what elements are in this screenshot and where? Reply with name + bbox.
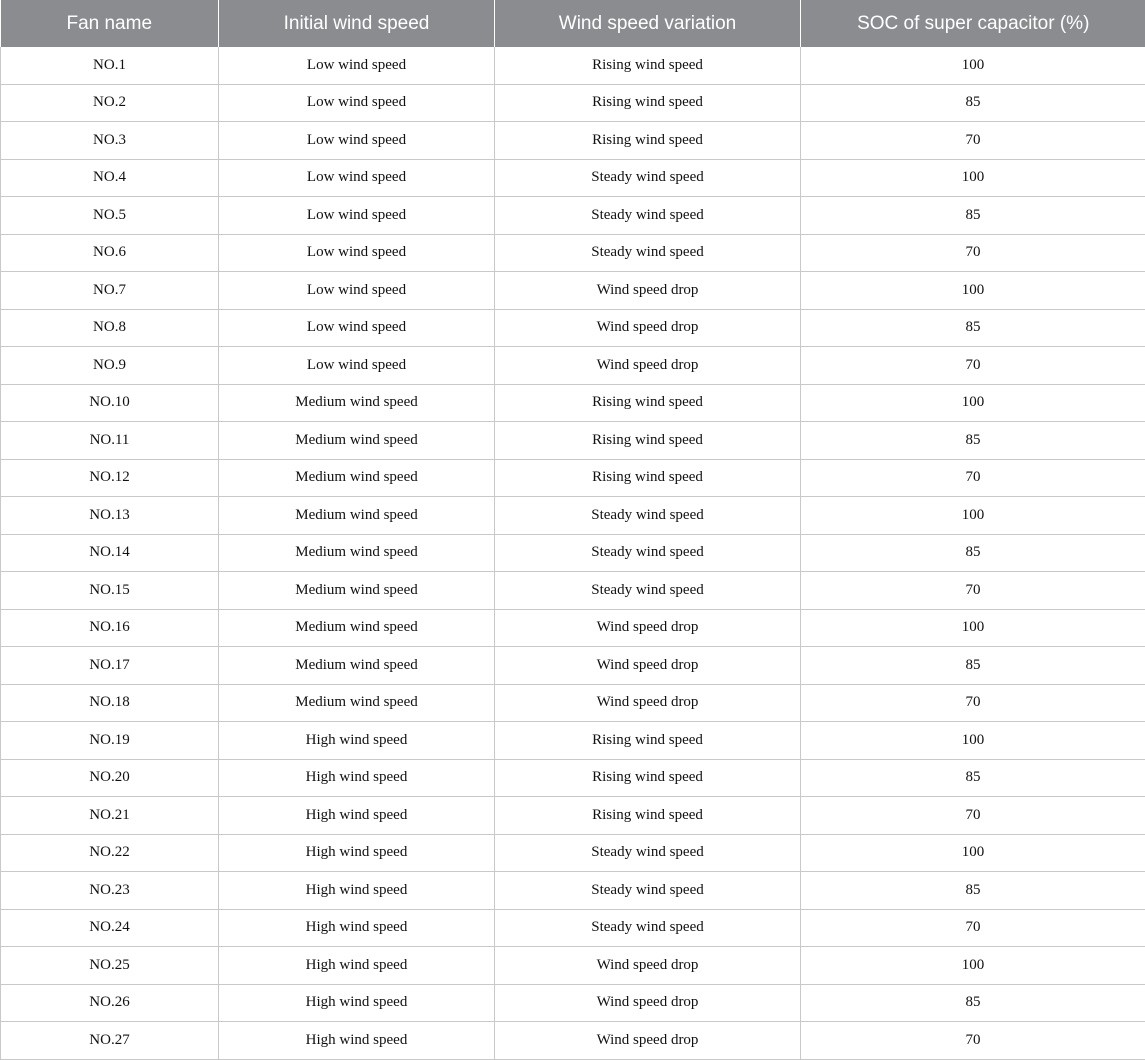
cell-fan-name: NO.5 <box>1 197 219 235</box>
cell-fan-name: NO.6 <box>1 234 219 272</box>
cell-wind-speed-variation: Wind speed drop <box>495 272 801 310</box>
cell-soc: 85 <box>801 422 1145 460</box>
cell-initial-wind-speed: High wind speed <box>219 872 495 910</box>
cell-initial-wind-speed: High wind speed <box>219 1022 495 1060</box>
cell-wind-speed-variation: Wind speed drop <box>495 347 801 385</box>
cell-wind-speed-variation: Steady wind speed <box>495 572 801 610</box>
cell-soc: 100 <box>801 947 1145 985</box>
cell-wind-speed-variation: Rising wind speed <box>495 759 801 797</box>
table-row <box>1 722 1145 760</box>
cell-wind-speed-variation: Rising wind speed <box>495 122 801 160</box>
table-row <box>1 684 1145 722</box>
cell-initial-wind-speed: Low wind speed <box>219 84 495 122</box>
cell-initial-wind-speed: Medium wind speed <box>219 572 495 610</box>
table-row <box>1 909 1145 947</box>
cell-initial-wind-speed: Medium wind speed <box>219 647 495 685</box>
cell-soc: 100 <box>801 834 1145 872</box>
cell-fan-name: NO.18 <box>1 684 219 722</box>
cell-initial-wind-speed: Medium wind speed <box>219 384 495 422</box>
cell-wind-speed-variation: Rising wind speed <box>495 459 801 497</box>
table-row <box>1 422 1145 460</box>
cell-fan-name: NO.10 <box>1 384 219 422</box>
cell-soc: 85 <box>801 759 1145 797</box>
table-row <box>1 834 1145 872</box>
cell-fan-name: NO.8 <box>1 309 219 347</box>
cell-initial-wind-speed: Low wind speed <box>219 47 495 84</box>
cell-initial-wind-speed: Low wind speed <box>219 122 495 160</box>
cell-fan-name: NO.7 <box>1 272 219 310</box>
cell-soc: 85 <box>801 84 1145 122</box>
cell-initial-wind-speed: Medium wind speed <box>219 459 495 497</box>
cell-fan-name: NO.26 <box>1 984 219 1022</box>
cell-wind-speed-variation: Steady wind speed <box>495 197 801 235</box>
cell-wind-speed-variation: Wind speed drop <box>495 684 801 722</box>
cell-fan-name: NO.4 <box>1 159 219 197</box>
cell-soc: 100 <box>801 609 1145 647</box>
cell-wind-speed-variation: Steady wind speed <box>495 234 801 272</box>
cell-soc: 100 <box>801 384 1145 422</box>
cell-wind-speed-variation: Steady wind speed <box>495 834 801 872</box>
cell-wind-speed-variation: Steady wind speed <box>495 909 801 947</box>
table-row <box>1 159 1145 197</box>
cell-fan-name: NO.17 <box>1 647 219 685</box>
cell-soc: 70 <box>801 797 1145 835</box>
table-row <box>1 797 1145 835</box>
cell-soc: 70 <box>801 122 1145 160</box>
cell-fan-name: NO.25 <box>1 947 219 985</box>
cell-soc: 70 <box>801 684 1145 722</box>
cell-fan-name: NO.19 <box>1 722 219 760</box>
table-row <box>1 984 1145 1022</box>
table-row <box>1 384 1145 422</box>
cell-fan-name: NO.14 <box>1 534 219 572</box>
cell-fan-name: NO.23 <box>1 872 219 910</box>
table-row <box>1 497 1145 535</box>
table-row <box>1 647 1145 685</box>
table-row <box>1 47 1145 84</box>
header-row <box>1 0 1145 47</box>
table-row <box>1 759 1145 797</box>
table-row <box>1 122 1145 160</box>
cell-initial-wind-speed: High wind speed <box>219 722 495 760</box>
cell-soc: 85 <box>801 534 1145 572</box>
table-row <box>1 534 1145 572</box>
cell-fan-name: NO.11 <box>1 422 219 460</box>
table-row <box>1 459 1145 497</box>
cell-initial-wind-speed: Medium wind speed <box>219 422 495 460</box>
header-wind-speed-variation: Wind speed variation <box>495 0 801 47</box>
cell-initial-wind-speed: Low wind speed <box>219 309 495 347</box>
cell-soc: 100 <box>801 47 1145 84</box>
cell-initial-wind-speed: Medium wind speed <box>219 609 495 647</box>
cell-initial-wind-speed: High wind speed <box>219 909 495 947</box>
cell-initial-wind-speed: Low wind speed <box>219 234 495 272</box>
table-body <box>1 47 1145 1059</box>
table-row <box>1 234 1145 272</box>
table-row <box>1 947 1145 985</box>
cell-wind-speed-variation: Wind speed drop <box>495 609 801 647</box>
header-soc-super-capacitor: SOC of super capacitor (%) <box>801 0 1145 47</box>
cell-wind-speed-variation: Rising wind speed <box>495 797 801 835</box>
cell-wind-speed-variation: Steady wind speed <box>495 497 801 535</box>
cell-wind-speed-variation: Rising wind speed <box>495 384 801 422</box>
cell-soc: 100 <box>801 722 1145 760</box>
cell-initial-wind-speed: Medium wind speed <box>219 684 495 722</box>
cell-fan-name: NO.21 <box>1 797 219 835</box>
cell-soc: 85 <box>801 197 1145 235</box>
table-row <box>1 1022 1145 1060</box>
table-row <box>1 609 1145 647</box>
cell-initial-wind-speed: Medium wind speed <box>219 534 495 572</box>
cell-soc: 70 <box>801 572 1145 610</box>
cell-fan-name: NO.12 <box>1 459 219 497</box>
table-row <box>1 197 1145 235</box>
header-initial-wind-speed: Initial wind speed <box>219 0 495 47</box>
cell-wind-speed-variation: Steady wind speed <box>495 872 801 910</box>
cell-fan-name: NO.20 <box>1 759 219 797</box>
cell-wind-speed-variation: Wind speed drop <box>495 309 801 347</box>
cell-soc: 100 <box>801 159 1145 197</box>
cell-wind-speed-variation: Wind speed drop <box>495 647 801 685</box>
cell-initial-wind-speed: High wind speed <box>219 984 495 1022</box>
cell-fan-name: NO.9 <box>1 347 219 385</box>
cell-soc: 70 <box>801 234 1145 272</box>
cell-soc: 85 <box>801 647 1145 685</box>
cell-initial-wind-speed: High wind speed <box>219 797 495 835</box>
cell-soc: 85 <box>801 984 1145 1022</box>
cell-soc: 85 <box>801 309 1145 347</box>
cell-soc: 70 <box>801 459 1145 497</box>
table-header <box>1 0 1145 47</box>
cell-fan-name: NO.24 <box>1 909 219 947</box>
cell-soc: 100 <box>801 497 1145 535</box>
cell-fan-name: NO.16 <box>1 609 219 647</box>
cell-wind-speed-variation: Wind speed drop <box>495 984 801 1022</box>
cell-soc: 100 <box>801 272 1145 310</box>
cell-wind-speed-variation: Wind speed drop <box>495 1022 801 1060</box>
cell-fan-name: NO.15 <box>1 572 219 610</box>
cell-wind-speed-variation: Steady wind speed <box>495 159 801 197</box>
cell-initial-wind-speed: Medium wind speed <box>219 497 495 535</box>
cell-wind-speed-variation: Rising wind speed <box>495 422 801 460</box>
cell-soc: 85 <box>801 872 1145 910</box>
table-row <box>1 272 1145 310</box>
cell-soc: 70 <box>801 909 1145 947</box>
cell-initial-wind-speed: High wind speed <box>219 834 495 872</box>
cell-soc: 70 <box>801 1022 1145 1060</box>
cell-fan-name: NO.1 <box>1 47 219 84</box>
cell-wind-speed-variation: Rising wind speed <box>495 47 801 84</box>
cell-fan-name: NO.13 <box>1 497 219 535</box>
cell-fan-name: NO.2 <box>1 84 219 122</box>
cell-initial-wind-speed: Low wind speed <box>219 347 495 385</box>
cell-wind-speed-variation: Rising wind speed <box>495 722 801 760</box>
cell-wind-speed-variation: Rising wind speed <box>495 84 801 122</box>
cell-fan-name: NO.27 <box>1 1022 219 1060</box>
cell-fan-name: NO.22 <box>1 834 219 872</box>
cell-wind-speed-variation: Wind speed drop <box>495 947 801 985</box>
cell-initial-wind-speed: Low wind speed <box>219 159 495 197</box>
table-row <box>1 309 1145 347</box>
cell-soc: 70 <box>801 347 1145 385</box>
cell-initial-wind-speed: Low wind speed <box>219 197 495 235</box>
cell-initial-wind-speed: High wind speed <box>219 759 495 797</box>
cell-initial-wind-speed: High wind speed <box>219 947 495 985</box>
table-row <box>1 872 1145 910</box>
cell-fan-name: NO.3 <box>1 122 219 160</box>
table-row <box>1 347 1145 385</box>
header-fan-name: Fan name <box>1 0 219 47</box>
table-row <box>1 84 1145 122</box>
cell-wind-speed-variation: Steady wind speed <box>495 534 801 572</box>
cell-initial-wind-speed: Low wind speed <box>219 272 495 310</box>
table-row <box>1 572 1145 610</box>
